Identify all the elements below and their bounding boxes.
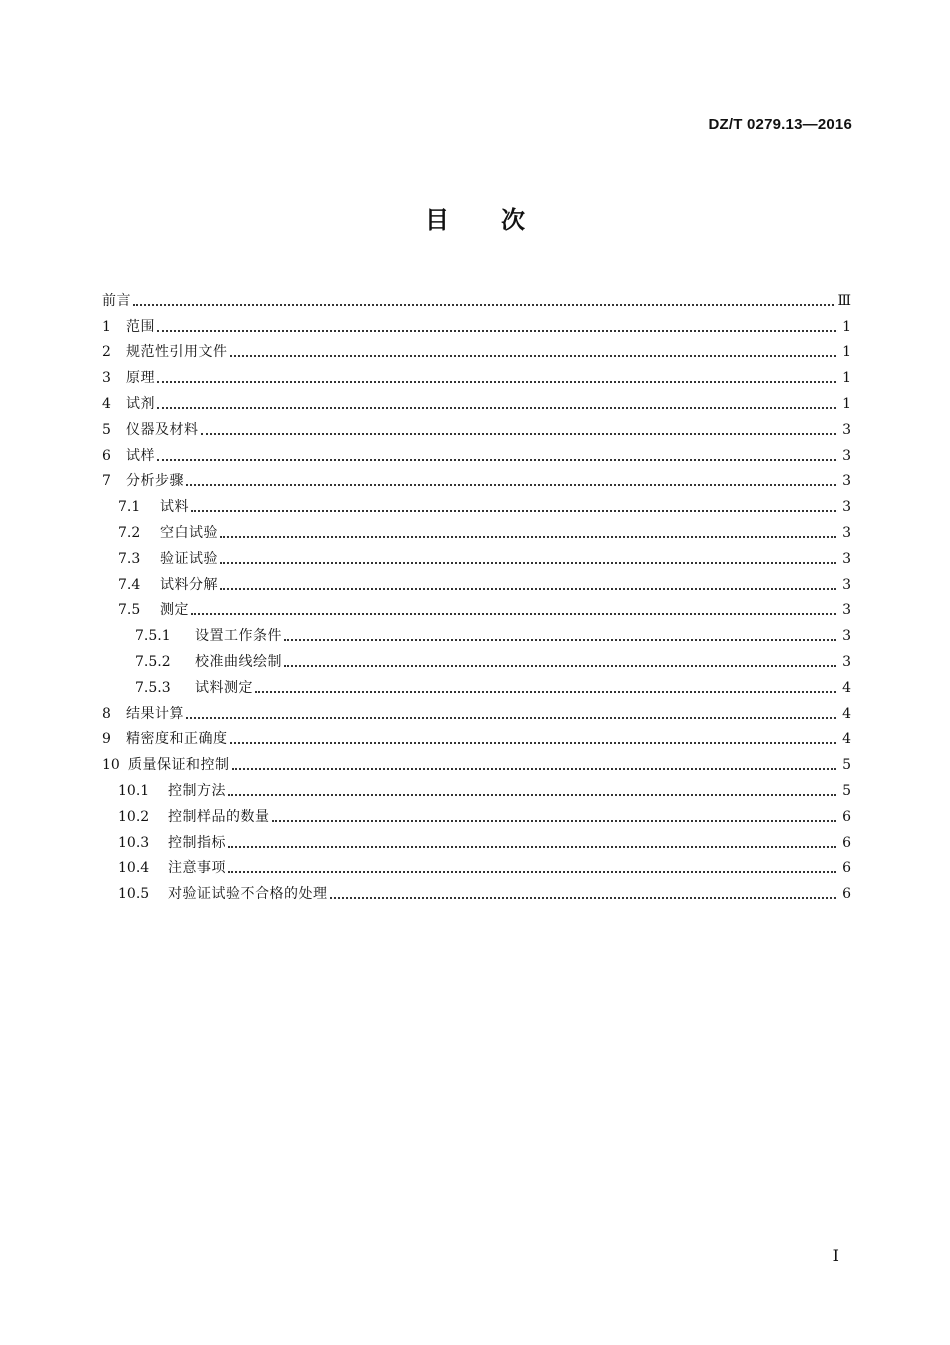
toc-entry-label: 注意事项 bbox=[168, 860, 226, 877]
toc-entry-label: 试样 bbox=[126, 447, 155, 464]
toc-entry-number: 10.1 bbox=[118, 782, 150, 799]
toc-entry-page: 5 bbox=[842, 757, 851, 774]
toc-entry[interactable] bbox=[102, 619, 851, 645]
footer-page-number: I bbox=[832, 1246, 839, 1265]
toc-entry[interactable] bbox=[102, 310, 851, 336]
toc-entry[interactable] bbox=[102, 826, 851, 852]
toc-leader-dots bbox=[230, 345, 837, 357]
toc-entry-number: 7.5 bbox=[118, 602, 141, 619]
toc-entry[interactable] bbox=[102, 336, 851, 362]
toc-entry-page: 1 bbox=[842, 395, 851, 412]
toc-entry-label: 试剂 bbox=[126, 395, 155, 412]
toc-entry-number: 3 bbox=[102, 370, 111, 387]
toc-entry-number: 10.4 bbox=[118, 860, 150, 877]
table-of-contents bbox=[102, 284, 851, 903]
toc-leader-dots bbox=[255, 681, 836, 693]
toc-leader-dots bbox=[186, 707, 836, 719]
toc-entry-number: 4 bbox=[102, 395, 111, 412]
toc-entry-number: 10.5 bbox=[118, 886, 150, 903]
toc-entry[interactable] bbox=[102, 671, 851, 697]
toc-entry-label: 验证试验 bbox=[160, 550, 218, 567]
toc-entry-label: 试料 bbox=[160, 499, 189, 516]
toc-entry[interactable] bbox=[102, 542, 851, 568]
toc-leader-dots bbox=[228, 861, 836, 873]
toc-entry[interactable] bbox=[102, 439, 851, 465]
toc-entry[interactable] bbox=[102, 465, 851, 491]
toc-entry-number: 10 bbox=[102, 757, 120, 774]
toc-entry-label: 前言 bbox=[102, 292, 131, 309]
toc-entry-label: 空白试验 bbox=[160, 524, 218, 541]
toc-leader-dots bbox=[186, 474, 836, 486]
toc-leader-dots bbox=[191, 500, 836, 512]
toc-entry[interactable] bbox=[102, 774, 851, 800]
toc-entry-page: 3 bbox=[842, 421, 851, 438]
toc-leader-dots bbox=[191, 603, 836, 615]
toc-entry-page: 4 bbox=[842, 731, 851, 748]
toc-leader-dots bbox=[157, 397, 836, 409]
toc-entry-label: 校准曲线绘制 bbox=[195, 653, 282, 670]
toc-entry-label: 规范性引用文件 bbox=[126, 344, 228, 361]
toc-entry-number: 8 bbox=[102, 705, 111, 722]
toc-entry-label: 精密度和正确度 bbox=[126, 731, 228, 748]
toc-entry-label: 仪器及材料 bbox=[126, 421, 199, 438]
toc-entry-label: 范围 bbox=[126, 318, 155, 335]
toc-leader-dots bbox=[157, 320, 836, 332]
toc-entry-label: 分析步骤 bbox=[126, 473, 184, 490]
toc-entry-number: 9 bbox=[102, 731, 111, 748]
toc-leader-dots bbox=[272, 810, 837, 822]
toc-entry-page: 1 bbox=[842, 370, 851, 387]
toc-entry-label: 控制样品的数量 bbox=[168, 808, 270, 825]
toc-entry-label: 原理 bbox=[126, 370, 155, 387]
toc-entry-number: 5 bbox=[102, 421, 111, 438]
toc-entry-label: 试料测定 bbox=[195, 679, 253, 696]
toc-entry-number: 10.2 bbox=[118, 808, 150, 825]
toc-title-char-2: 次 bbox=[501, 206, 525, 234]
toc-entry-page: 3 bbox=[842, 628, 851, 645]
toc-entry[interactable] bbox=[102, 748, 851, 774]
toc-entry-page: Ⅲ bbox=[837, 292, 851, 309]
toc-entry[interactable] bbox=[102, 877, 851, 903]
toc-entry-number: 1 bbox=[102, 318, 111, 335]
toc-entry-label: 控制指标 bbox=[168, 834, 226, 851]
toc-entry[interactable] bbox=[102, 800, 851, 826]
toc-entry[interactable] bbox=[102, 594, 851, 620]
toc-leader-dots bbox=[284, 655, 836, 667]
toc-entry[interactable] bbox=[102, 852, 851, 878]
toc-leader-dots bbox=[330, 887, 837, 899]
toc-leader-dots bbox=[201, 423, 837, 435]
toc-entry-page: 3 bbox=[842, 524, 851, 541]
toc-entry-page: 5 bbox=[842, 782, 851, 799]
toc-entry[interactable] bbox=[102, 490, 851, 516]
toc-entry-label: 试料分解 bbox=[160, 576, 218, 593]
toc-entry-page: 3 bbox=[842, 550, 851, 567]
toc-entry-number: 2 bbox=[102, 344, 111, 361]
toc-entry-page: 3 bbox=[842, 602, 851, 619]
toc-entry-page: 4 bbox=[842, 679, 851, 696]
toc-entry-label: 对验证试验不合格的处理 bbox=[168, 886, 328, 903]
toc-entry-page: 3 bbox=[842, 473, 851, 490]
toc-entry-page: 6 bbox=[842, 886, 851, 903]
toc-title bbox=[0, 200, 950, 235]
toc-entry-number: 7.4 bbox=[118, 576, 141, 593]
toc-entry-number: 7.5.2 bbox=[135, 653, 171, 670]
toc-entry[interactable] bbox=[102, 697, 851, 723]
toc-entry-label: 结果计算 bbox=[126, 705, 184, 722]
toc-entry[interactable] bbox=[102, 568, 851, 594]
toc-entry[interactable] bbox=[102, 413, 851, 439]
toc-entry-page: 1 bbox=[842, 318, 851, 335]
toc-leader-dots bbox=[284, 629, 836, 641]
toc-entry-label: 控制方法 bbox=[168, 782, 226, 799]
toc-entry-page: 4 bbox=[842, 705, 851, 722]
toc-leader-dots bbox=[157, 371, 836, 383]
toc-entry-page: 3 bbox=[842, 653, 851, 670]
toc-entry[interactable] bbox=[102, 387, 851, 413]
toc-leader-dots bbox=[157, 449, 836, 461]
toc-entry-number: 7.3 bbox=[118, 550, 141, 567]
toc-entry-page: 6 bbox=[842, 860, 851, 877]
toc-entry-number: 7.5.3 bbox=[135, 679, 171, 696]
toc-entry[interactable] bbox=[102, 516, 851, 542]
toc-entry-number: 7.1 bbox=[118, 499, 141, 516]
standard-code: DZ/T 0279.13—2016 bbox=[708, 116, 852, 133]
toc-entry-page: 6 bbox=[842, 808, 851, 825]
toc-entry-label: 测定 bbox=[160, 602, 189, 619]
toc-entry[interactable] bbox=[102, 723, 851, 749]
toc-entry[interactable] bbox=[102, 361, 851, 387]
toc-entry-number: 6 bbox=[102, 447, 111, 464]
toc-entry-page: 3 bbox=[842, 447, 851, 464]
toc-leader-dots bbox=[228, 784, 836, 796]
toc-entry[interactable] bbox=[102, 284, 851, 310]
toc-leader-dots bbox=[232, 758, 837, 770]
toc-entry-number: 7.2 bbox=[118, 524, 141, 541]
toc-entry-label: 设置工作条件 bbox=[195, 628, 282, 645]
toc-title-char-1: 目 bbox=[425, 206, 449, 234]
toc-entry-number: 7 bbox=[102, 473, 111, 490]
toc-entry[interactable] bbox=[102, 645, 851, 671]
toc-entry-number: 7.5.1 bbox=[135, 628, 171, 645]
toc-leader-dots bbox=[220, 578, 836, 590]
toc-leader-dots bbox=[230, 732, 837, 744]
toc-entry-label: 质量保证和控制 bbox=[128, 757, 230, 774]
toc-leader-dots bbox=[220, 526, 836, 538]
toc-leader-dots bbox=[228, 836, 836, 848]
toc-entry-page: 3 bbox=[842, 499, 851, 516]
toc-leader-dots bbox=[133, 294, 834, 306]
toc-entry-page: 1 bbox=[842, 344, 851, 361]
toc-entry-page: 6 bbox=[842, 834, 851, 851]
toc-entry-number: 10.3 bbox=[118, 834, 150, 851]
toc-entry-page: 3 bbox=[842, 576, 851, 593]
toc-leader-dots bbox=[220, 552, 836, 564]
